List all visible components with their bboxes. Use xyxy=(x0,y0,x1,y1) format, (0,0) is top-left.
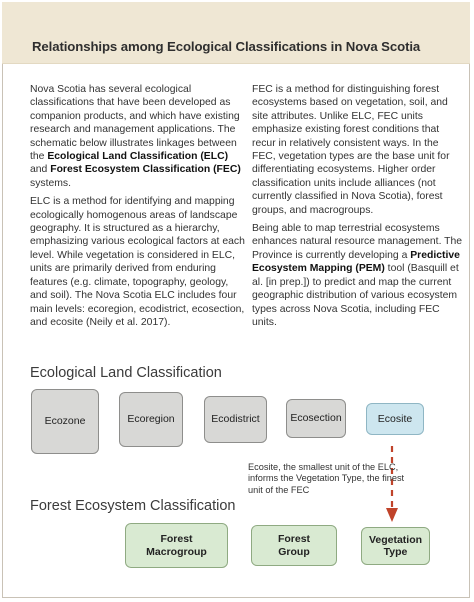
pem-text-end: tool (Basquill et al. [in prep.]) to predict and map the current geographic distribution of various ecosystem types across Nova Scotia, including FEC units. xyxy=(252,263,459,328)
pem-paragraph xyxy=(252,222,465,329)
forest-group-line2: Group xyxy=(278,545,310,558)
intro-text: Nova Scotia has several ecological classifications that have been developed as companion products, and which have existing research and management applications. The schematic below illustrates linkages between the xyxy=(30,84,240,163)
pem-term: Predictive Ecosystem Mapping (PEM) xyxy=(252,249,460,275)
fec-paragraph: FEC is a method for distinguishing forest ecosystems based on vegetation, soil, and site attributes. Unlike ELC, FEC units emphasize existing forest conditions that recur in relatively consistent ways. In the FEC, vegetation types are the base unit for differentiating ecosystems. Higher order classification units include alliances (not currently classified in Nova Scotia), forest groups, and macrogroups. xyxy=(252,84,450,216)
forest-group-line1: Forest xyxy=(277,533,311,545)
forest-macrogroup-line1: Forest xyxy=(160,533,193,545)
vegetation-type-line2: Type xyxy=(383,546,408,558)
ecozone-box: Ecozone xyxy=(31,389,99,454)
intro-conjunction: and xyxy=(30,164,51,176)
fec-section-title: Forest Ecosystem Classification xyxy=(30,498,236,514)
fec-term: Forest Ecosystem Classification (FEC) xyxy=(50,164,241,176)
elc-term: Ecological Land Classification (ELC) xyxy=(47,151,229,163)
page-title: Relationships among Ecological Classifications in Nova Scotia xyxy=(32,39,421,54)
vegetation-type-line1: Vegetation xyxy=(368,533,423,546)
right-text-column xyxy=(252,83,465,334)
forest-macrogroup-line2: Macrogroup xyxy=(146,545,207,558)
intro-paragraph xyxy=(30,83,245,190)
ecosite-box: Ecosite xyxy=(366,403,424,435)
forest-group-box xyxy=(251,525,337,566)
ecoregion-box: Ecoregion xyxy=(119,392,183,447)
ecosection-box: Ecosection xyxy=(286,399,346,438)
pem-text: Being able to map terrestrial ecosystems enhances natural resource management. The Province is currently developing a xyxy=(252,223,463,261)
ecosite-note: Ecosite, the smallest unit of the ELC, informs the Vegetation Type, the finest unit of the FEC xyxy=(248,462,405,495)
elc-section-title: Ecological Land Classification xyxy=(30,365,222,381)
vegetation-type-box xyxy=(361,527,430,565)
title-banner xyxy=(2,2,470,64)
intro-end: systems. xyxy=(30,177,71,189)
left-text-column xyxy=(30,83,245,334)
forest-macrogroup-box xyxy=(125,523,228,568)
ecodistrict-box: Ecodistrict xyxy=(204,396,267,443)
elc-paragraph: ELC is a method for identifying and mapping ecologically homogenous areas of landscape geography. It is structured as a hierarchy, emphasizing various ecological factors at each level. While vegetation is considered in ELC, units are primarily derived from enduring features (e.g. climate, topography, geology, and soil). The Nova Scotia ELC includes four main levels: ecoregion, ecodistrict, ecosection, and ecosite (Neily et al. 2017). xyxy=(30,196,245,328)
